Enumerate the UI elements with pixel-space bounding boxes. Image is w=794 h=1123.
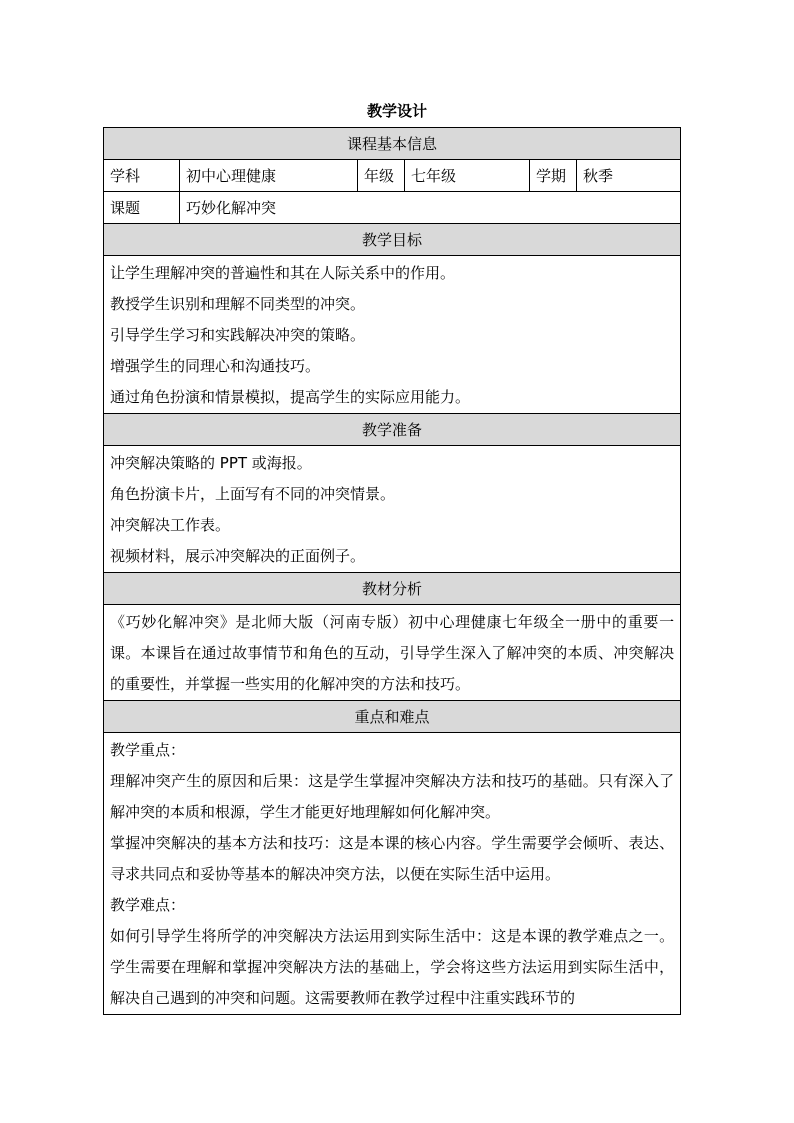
analysis-heading: 教材分析: [104, 573, 681, 605]
analysis-text: 《巧妙化解冲突》是北师大版（河南专版）初中心理健康七年级全一册中的重要一课。本课旨在通过故事情节和角色的互动，引导学生深入了解冲突的本质、冲突解决的重要性，并掌握一些实用的化解冲突的方法和技巧。: [110, 613, 675, 693]
preparation-item: 角色扮演卡片，上面写有不同的冲突情景。: [110, 485, 396, 503]
grade-value: 七年级: [405, 160, 530, 192]
topic-label: 课题: [104, 192, 180, 224]
document-title: 教学设计: [366, 102, 427, 120]
preparation-item: 视频材料，展示冲突解决的正面例子。: [110, 547, 366, 565]
objective-item: 让学生理解冲突的普遍性和其在人际关系中的作用。: [110, 264, 456, 282]
objectives-list: [104, 256, 681, 414]
preparation-item: 冲突解决工作表。: [110, 516, 231, 534]
key-points-focus-label: 教学重点：: [110, 741, 186, 759]
preparation-list: [104, 446, 681, 573]
lesson-plan-table: [103, 127, 681, 1015]
preparation-item: 冲突解决策略的 PPT 或海报。: [110, 454, 312, 472]
objective-item: 通过角色扮演和情景模拟，提高学生的实际应用能力。: [110, 388, 471, 406]
objective-item: 引导学生学习和实践解决冲突的策略。: [110, 326, 366, 344]
key-points-paragraph: 理解冲突产生的原因和后果：这是学生掌握冲突解决方法和技巧的基础。只有深入了解冲突的本质和根源，学生才能更好地理解如何化解冲突。: [110, 772, 675, 821]
basic-info-heading: 课程基本信息: [104, 128, 681, 160]
key-points-paragraph: 掌握冲突解决的基本方法和技巧：这是本课的核心内容。学生需要学会倾听、表达、寻求共同点和妥协等基本的解决冲突方法，以便在实际生活中运用。: [110, 834, 675, 883]
objective-item: 增强学生的同理心和沟通技巧。: [110, 357, 321, 375]
key-points-paragraph: 如何引导学生将所学的冲突解决方法运用到实际生活中：这是本课的教学难点之一。学生需要在理解和掌握冲突解决方法的基础上，学会将这些方法运用到实际生活中，解决自己遇到的冲突和问题。这需要教师在教学过程中注重实践环节的: [110, 927, 675, 1007]
objectives-heading: 教学目标: [104, 224, 681, 256]
topic-value: 巧妙化解冲突: [180, 192, 681, 224]
preparation-heading: 教学准备: [104, 414, 681, 446]
objective-item: 教授学生识别和理解不同类型的冲突。: [110, 295, 366, 313]
term-value: 秋季: [577, 160, 681, 192]
subject-label: 学科: [104, 160, 180, 192]
subject-value: 初中心理健康: [180, 160, 358, 192]
term-label: 学期: [530, 160, 577, 192]
analysis-body: [104, 605, 681, 701]
key-points-heading: 重点和难点: [104, 701, 681, 733]
key-points-difficulty-label: 教学难点：: [110, 896, 186, 914]
grade-label: 年级: [358, 160, 405, 192]
key-points-body: [104, 733, 681, 1015]
